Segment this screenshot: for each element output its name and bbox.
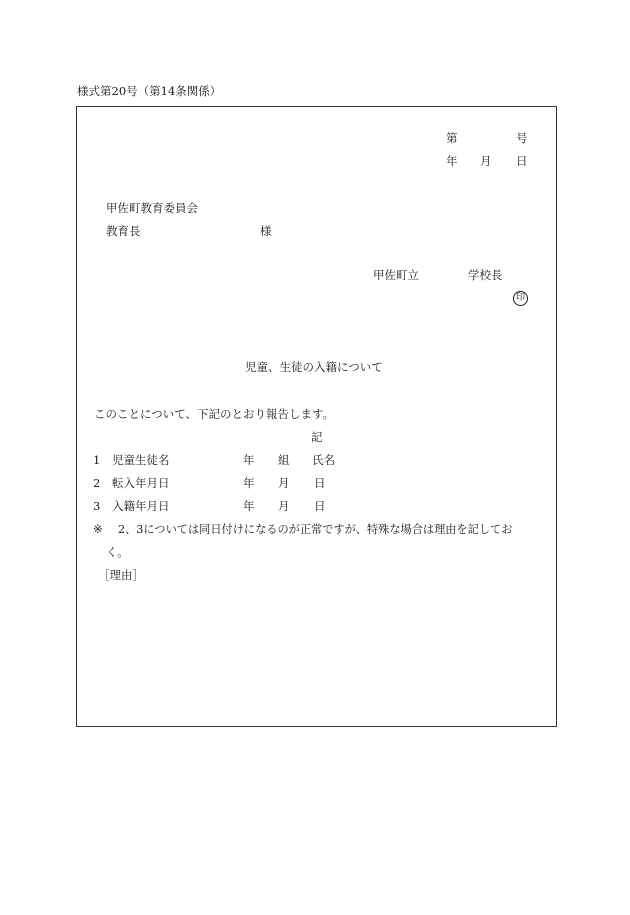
item-field-1: 年 [243, 453, 255, 467]
item-label: 入籍年月日 [112, 499, 170, 513]
reason-label: ［理由］ [98, 568, 144, 582]
item-field-1: 年 [243, 476, 255, 490]
addressee-title: 教育長 [106, 224, 141, 238]
note-line-1: 2、3については同日付けになるのが正常ですが、特殊な場合は理由を記してお [118, 523, 513, 536]
item-field-3: 氏名 [312, 453, 335, 467]
date-year: 年 [446, 154, 458, 168]
item-field-2: 月 [278, 476, 290, 490]
note-line-2: く。 [106, 545, 129, 559]
item-number: 2 [93, 476, 101, 490]
item-field-3: 日 [314, 476, 326, 490]
sender-title: 学校長 [468, 268, 503, 282]
addressee-honorific: 様 [260, 224, 272, 238]
subject-title: 児童、生徒の入籍について [245, 360, 383, 374]
ki-heading: 記 [311, 430, 323, 444]
item-number: 1 [93, 453, 101, 467]
form-label: 様式第20号（第14条関係） [77, 84, 222, 98]
item-field-3: 日 [314, 499, 326, 513]
item-number: 3 [93, 499, 101, 513]
item-field-2: 組 [278, 453, 290, 467]
date-month: 月 [480, 154, 492, 168]
doc-number-suffix: 号 [516, 131, 528, 145]
item-field-1: 年 [243, 499, 255, 513]
sender-school-prefix: 甲佐町立 [373, 268, 419, 282]
date-day: 日 [516, 154, 528, 168]
seal-mark: 印 [513, 291, 528, 306]
item-label: 児童生徒名 [112, 453, 170, 467]
intro-text: このことについて、下記のとおり報告します。 [94, 407, 335, 421]
doc-number-prefix: 第 [446, 131, 458, 145]
addressee-organization: 甲佐町教育委員会 [106, 201, 198, 215]
item-field-2: 月 [278, 499, 290, 513]
note-mark: ※ [93, 522, 103, 536]
item-label: 転入年月日 [112, 476, 170, 490]
